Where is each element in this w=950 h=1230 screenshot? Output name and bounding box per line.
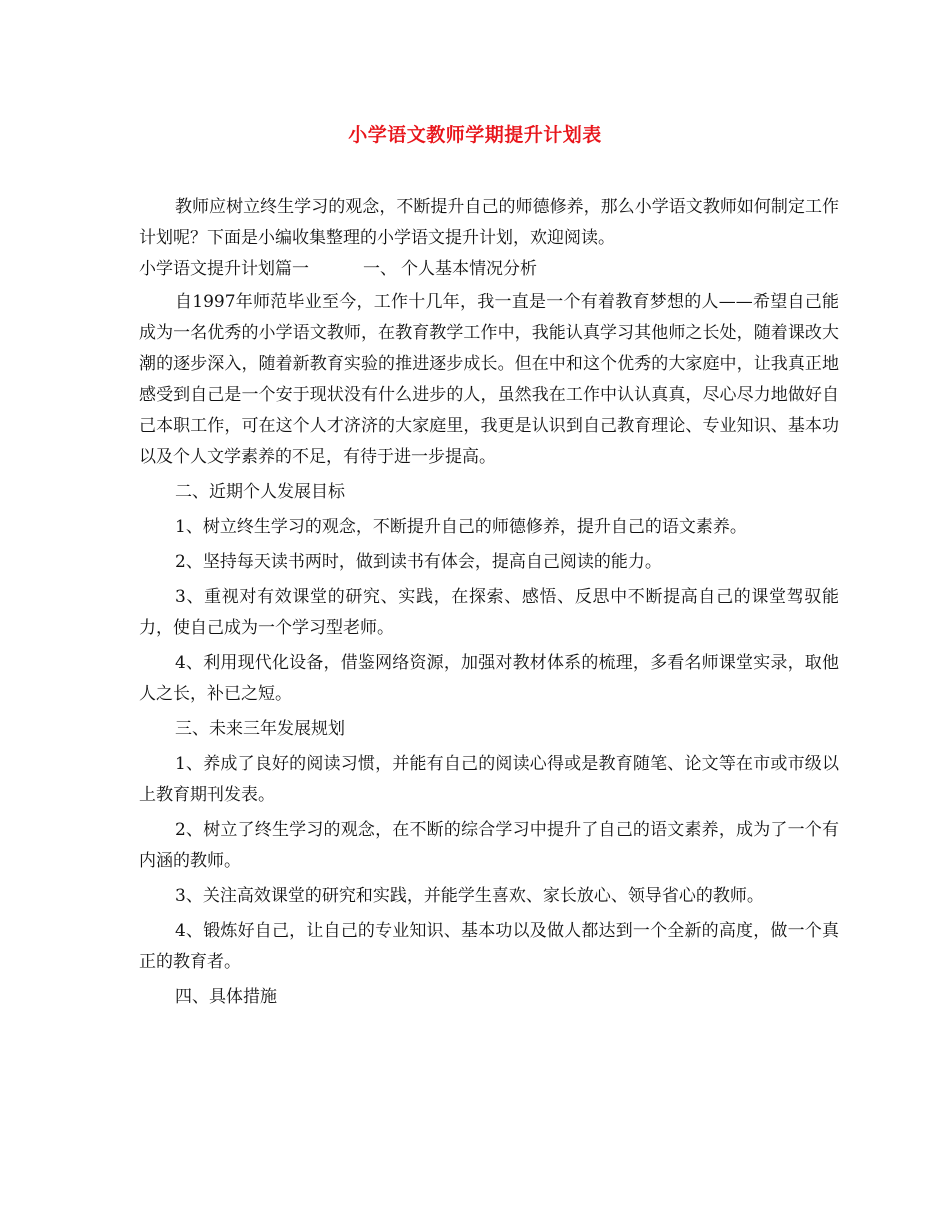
section-one-number: 一、	[363, 259, 397, 279]
plan-item-2: 2、树立了终生学习的观念，在不断的综合学习中提升了自己的语文素养，成为了一个有内涵的教师。	[139, 820, 839, 871]
goal-item-3: 3、重视对有效课堂的研究、实践，在探索、感悟、反思中不断提高自己的课堂驾驭能力，使自己成为一个学习型老师。	[139, 587, 839, 638]
plan-item-1: 1、养成了良好的阅读习惯，并能有自己的阅读心得或是教育随笔、论文等在市或市级以上教育期刊发表。	[139, 754, 839, 805]
heading-three-year-plan: 三、未来三年发展规划	[175, 719, 345, 739]
goal-item-4: 4、利用现代化设备，借鉴网络资源，加强对教材体系的梳理，多看名师课堂实录，取他人之长，补已之短。	[139, 653, 839, 704]
goal-item-2: 2、坚持每天读书两时，做到读书有体会，提高自己阅读的能力。	[175, 552, 662, 572]
intro-paragraph: 教师应树立终生学习的观念，不断提升自己的师德修养，那么小学语文教师如何制定工作计划呢？下面是小编收集整理的小学语文提升计划，欢迎阅读。	[139, 197, 839, 248]
document-body	[139, 192, 839, 1013]
heading-measures: 四、具体措施	[175, 987, 277, 1007]
document-title: 小学语文教师学期提升计划表	[348, 124, 602, 146]
section-one-prefix: 小学语文提升计划篇一	[139, 259, 309, 279]
plan-item-4: 4、锻炼好自己，让自己的专业知识、基本功以及做人都达到一个全新的高度，做一个真正的教育者。	[139, 921, 839, 972]
heading-recent-goals: 二、近期个人发展目标	[175, 482, 345, 502]
paragraph-situation: 自1997年师范毕业至今，工作十几年，我一直是一个有着教育梦想的人——希望自己能成为一名优秀的小学语文教师，在教育教学工作中，我能认真学习其他师之长处，随着课改大潮的逐步深入，随着新教育实验的推进逐步成长。但在中和这个优秀的大家庭中，让我真正地感受到自己是一个安于现状没有什么进步的人，虽然我在工作中认认真真，尽心尽力地做好自己本职工作，可在这个人才济济的大家庭里，我更是认识到自己教育理论、专业知识、基本功以及个人文学素养的不足，有待于进一步提高。	[139, 292, 839, 467]
section-one-heading	[139, 254, 839, 285]
section-one-title: 个人基本情况分析	[401, 259, 537, 279]
goal-item-1: 1、树立终生学习的观念，不断提升自己的师德修养，提升自己的语文素养。	[175, 517, 747, 537]
plan-item-3: 3、关注高效课堂的研究和实践，并能学生喜欢、家长放心、领导省心的教师。	[175, 886, 764, 906]
